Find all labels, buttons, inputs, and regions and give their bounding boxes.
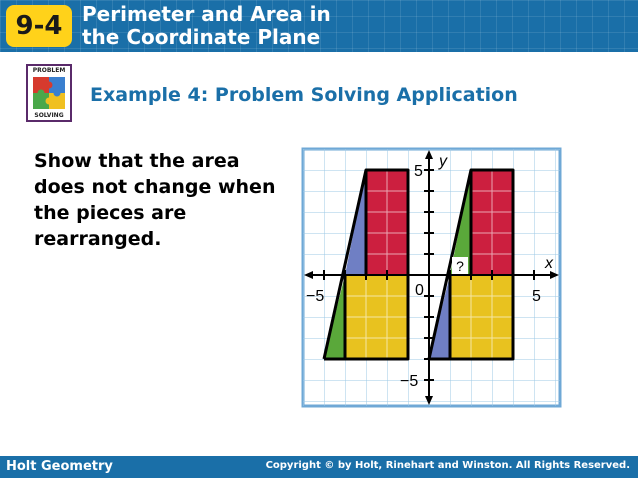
footer-bar	[0, 456, 638, 478]
header-bar	[0, 0, 638, 52]
footer-course: Holt Geometry	[6, 459, 113, 474]
example-title: Example 4: Problem Solving Application	[90, 84, 518, 106]
problem-solving-icon	[26, 64, 72, 122]
tick-label-y-5: 5	[414, 163, 423, 180]
lesson-title: Perimeter and Area in the Coordinate Plane	[82, 2, 331, 49]
icon-label-top: PROBLEM	[32, 67, 66, 74]
tick-label-x-5: 5	[532, 288, 541, 305]
coordinate-graph	[300, 146, 563, 409]
unknown-label: ?	[456, 258, 464, 274]
tick-label-origin: 0	[415, 282, 424, 299]
footer-copyright: Copyright © by Holt, Rinehart and Winston. All Rights Reserved.	[265, 460, 630, 471]
tick-label-y-neg5: −5	[400, 373, 419, 390]
x-axis-label: x	[545, 255, 553, 272]
tick-label-x-neg5: −5	[306, 288, 325, 305]
puzzle-icon	[32, 76, 66, 110]
lesson-number-badge: 9-4	[6, 5, 72, 47]
y-axis-label: y	[439, 153, 447, 170]
icon-label-bottom: SOLVING	[34, 112, 64, 119]
problem-text: Show that the area does not change when the pieces are rearranged.	[34, 150, 276, 250]
